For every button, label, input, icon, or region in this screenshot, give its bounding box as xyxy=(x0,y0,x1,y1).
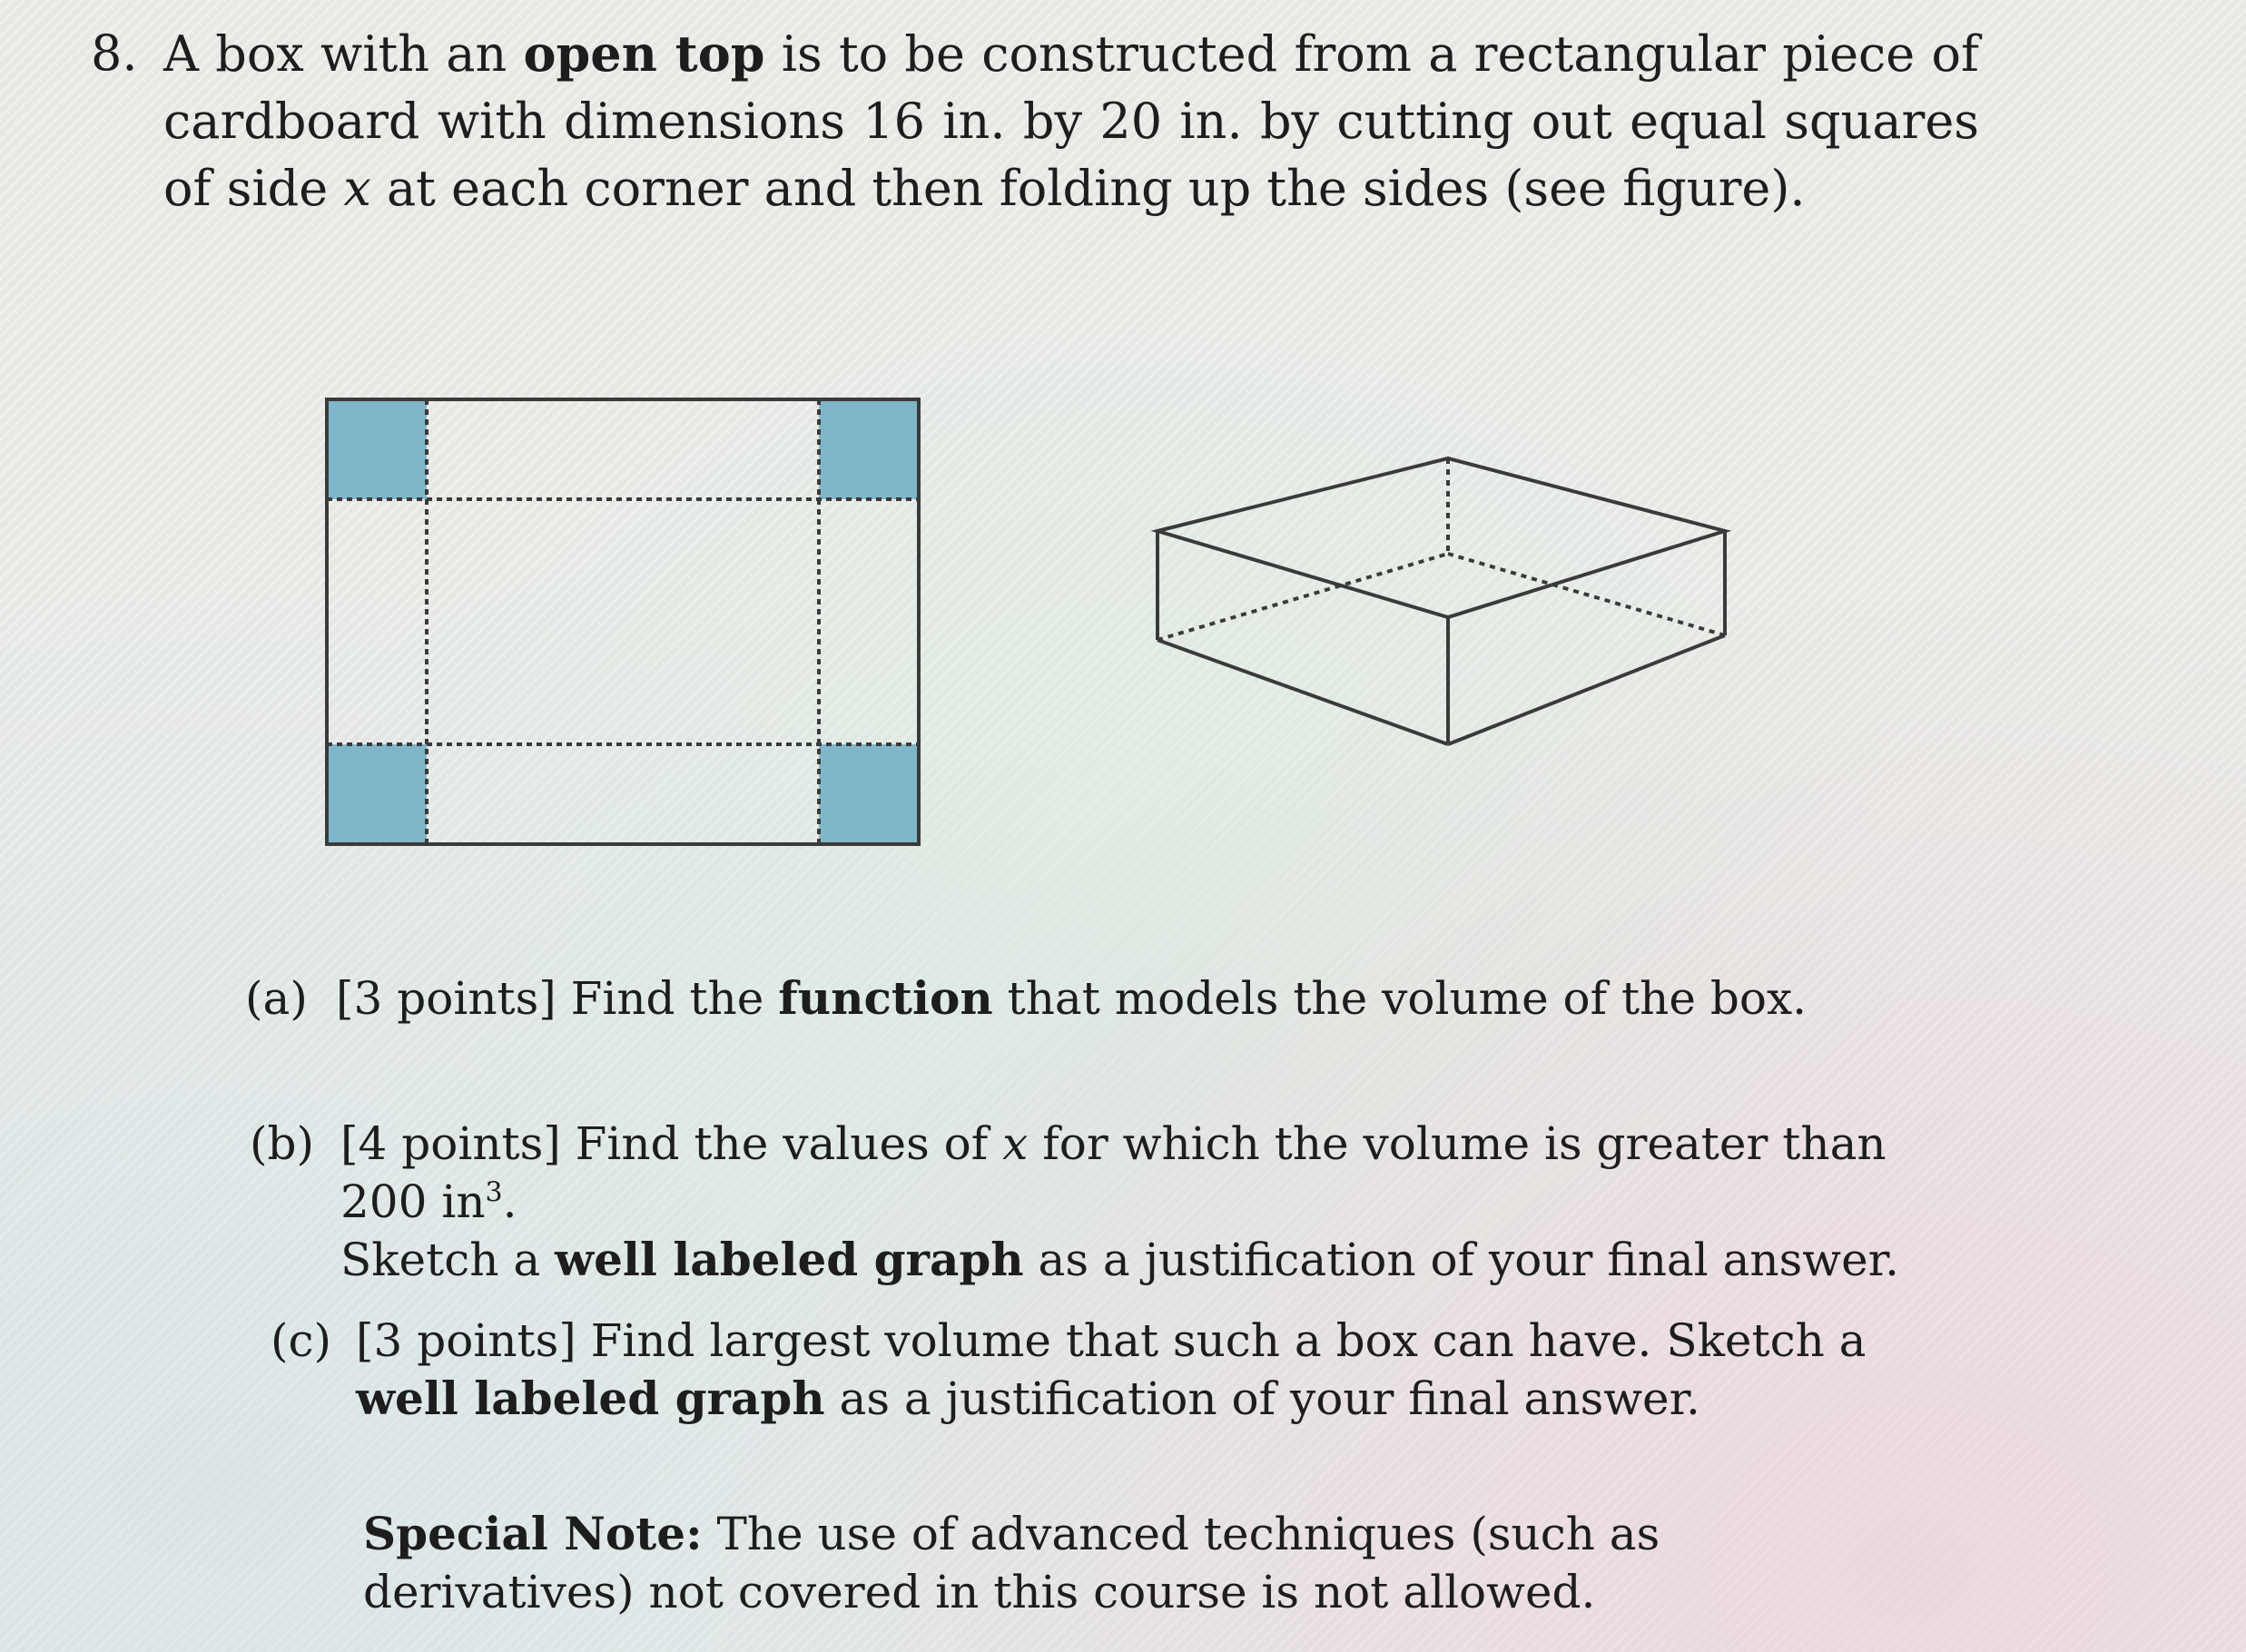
box-bottom-right xyxy=(1448,635,1725,744)
special-note-label: Special Note: xyxy=(363,1507,703,1560)
part-b-text-1: Find the values of xyxy=(560,1117,1003,1170)
special-note xyxy=(363,1505,1906,1621)
corner-square-bottom-right xyxy=(819,744,919,844)
problem-text-1: A box with an xyxy=(163,25,524,83)
part-b-body xyxy=(340,1115,1975,1289)
box-diagram xyxy=(300,381,1752,871)
part-b-text-2: for which the volume is greater than 200 in xyxy=(340,1117,1886,1228)
cardboard-sheet xyxy=(327,399,919,844)
box-hidden-right xyxy=(1448,554,1725,635)
part-b-variable-x: x xyxy=(1002,1117,1029,1170)
box-hidden-left xyxy=(1157,554,1448,640)
corner-square-top-right xyxy=(819,399,919,499)
part-b-points: [4 points] xyxy=(340,1117,561,1170)
part-c-text-1: Find largest volume that such a box can have. Sketch a xyxy=(576,1314,1867,1367)
part-b-text-4: Sketch a xyxy=(340,1234,556,1286)
part-c-points: [3 points] xyxy=(356,1314,576,1367)
box-figure xyxy=(300,381,1752,871)
part-b-text-3: . xyxy=(502,1175,517,1228)
part-a-text-2: that models the volume of the box. xyxy=(992,972,1808,1025)
special-note-text: The use of advanced techniques (such as derivatives) not covered in this course is not allowed. xyxy=(363,1508,1660,1618)
part-b-graph: well labeled graph xyxy=(555,1233,1024,1286)
part-a xyxy=(245,969,1970,1028)
problem-open-top: open top xyxy=(523,25,765,83)
problem-text-2: is to be constructed from a rectangular piece of cardboard with dimensions 16 in. by 20 in. by cutting out equal squares of side xyxy=(163,25,1979,217)
part-a-points: [3 points] xyxy=(336,972,557,1025)
part-b-label: (b) xyxy=(250,1117,315,1170)
part-c-body xyxy=(356,1312,1905,1428)
part-b-text-5: as a justification of your final answer. xyxy=(1023,1234,1899,1286)
part-c-text-2: as a justification of your final answer. xyxy=(824,1372,1700,1425)
part-a-function: function xyxy=(778,971,993,1025)
problem-8 xyxy=(91,20,1979,222)
open-box xyxy=(1157,458,1725,744)
part-c xyxy=(271,1312,1905,1428)
box-top-rim xyxy=(1157,458,1725,617)
box-bottom-left xyxy=(1157,640,1448,744)
problem-statement xyxy=(163,20,1979,222)
problem-number: 8. xyxy=(91,25,138,82)
problem-text-3: at each corner and then folding up the sides (see figure). xyxy=(370,160,1806,217)
part-b xyxy=(250,1115,1975,1289)
part-b-line-1 xyxy=(340,1115,1975,1231)
part-a-body xyxy=(336,969,1970,1028)
part-a-label: (a) xyxy=(245,972,308,1025)
corner-square-bottom-left xyxy=(327,744,427,844)
part-b-exponent: 3 xyxy=(485,1176,503,1209)
part-c-label: (c) xyxy=(271,1314,332,1367)
corner-square-top-left xyxy=(327,399,427,499)
variable-x: x xyxy=(343,160,371,217)
part-b-line-2 xyxy=(340,1231,1975,1289)
part-c-graph: well labeled graph xyxy=(356,1372,825,1425)
part-a-text-1: Find the xyxy=(556,972,779,1025)
